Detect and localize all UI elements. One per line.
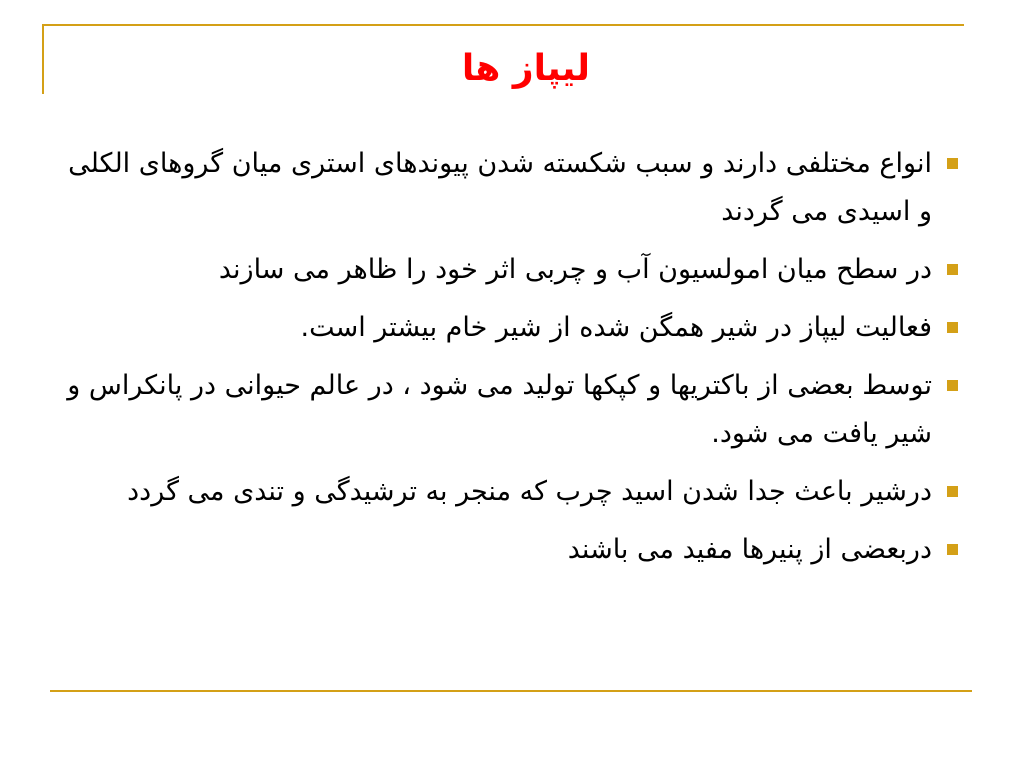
square-bullet-icon [947,264,958,275]
bullet-text: توسط بعضی از باکتریها و کپکها تولید می شود ، در عالم حیوانی در پانکراس و شیر یافت می شود. [67,370,932,449]
bullet-text: درشیر باعث جدا شدن اسید چرب که منجر به ترشیدگی و تندی می گردد [127,476,932,507]
bullet-item [56,362,962,458]
bullet-item [56,246,962,294]
square-bullet-icon [947,380,958,391]
bullet-text: دربعضی از پنیرها مفید می باشند [567,534,932,565]
bullet-item [56,140,962,236]
square-bullet-icon [947,486,958,497]
square-bullet-icon [947,544,958,555]
bullet-item [56,468,962,516]
bullet-text: فعالیت لیپاز در شیر همگن شده از شیر خام بیشتر است. [300,312,932,343]
bullet-item [56,304,962,352]
bullet-text: در سطح میان امولسیون آب و چربی اثر خود را ظاهر می سازند [218,254,932,285]
bullet-text: انواع مختلفی دارند و سبب شکسته شدن پیوندهای استری میان گروهای الکلی و اسیدی می گردند [68,148,932,227]
bullet-list [56,140,962,584]
top-frame-line [42,24,964,26]
bullet-item [56,526,962,574]
bottom-frame-line [50,690,972,692]
square-bullet-icon [947,322,958,333]
slide-title: لیپاز ها [461,48,590,89]
square-bullet-icon [947,158,958,169]
left-frame-line [42,24,44,94]
